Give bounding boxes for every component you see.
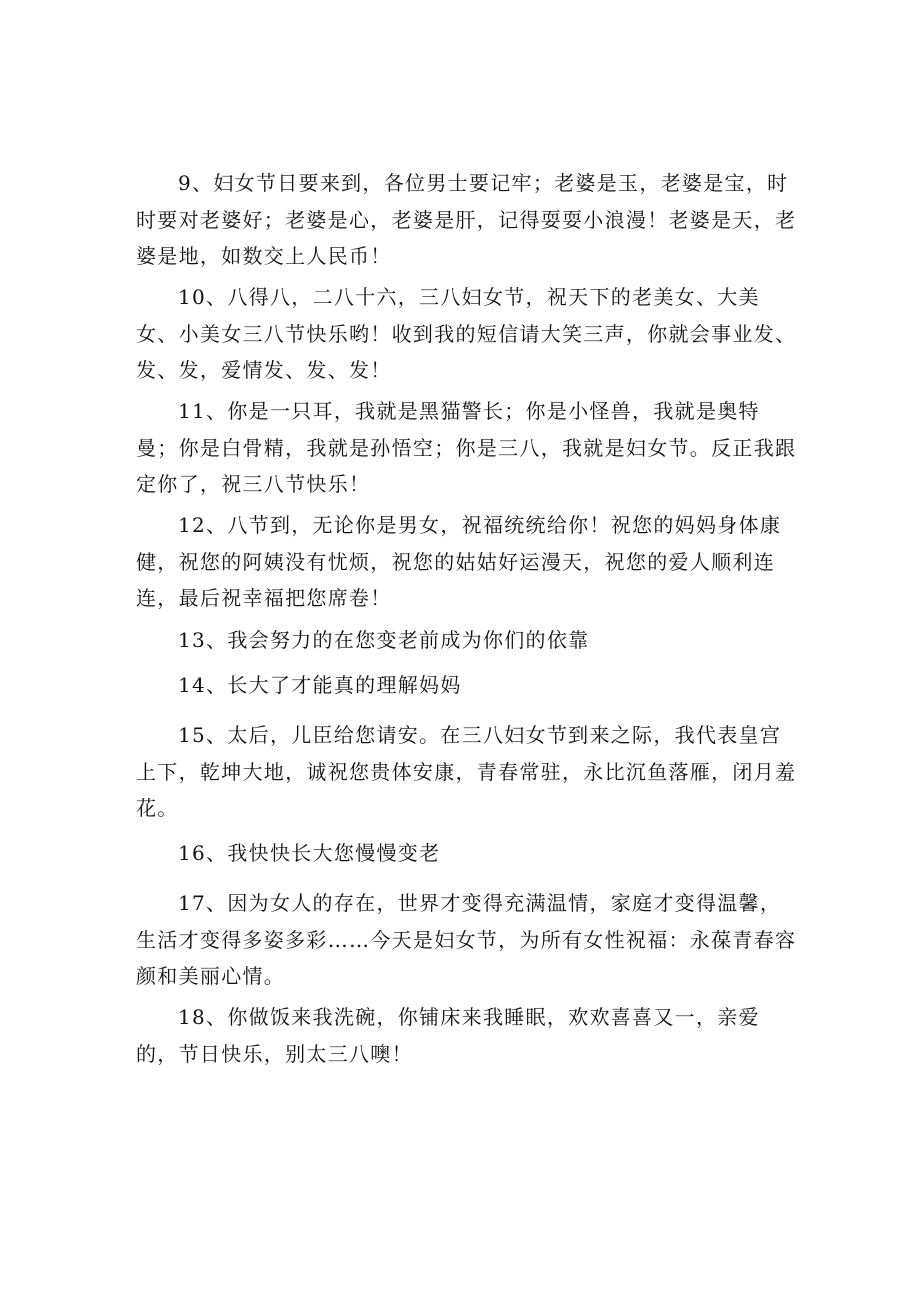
paragraph-16: 16、我快快长大您慢慢变老 — [178, 841, 441, 865]
paragraph-18: 18、你做饭来我洗碗，你铺床来我睡眠，欢欢喜喜又一，亲爱的，节日快乐，别太三八噢！ — [136, 1005, 760, 1066]
paragraph-17: 17、因为女人的存在，世界才变得充满温情，家庭才变得温馨，生活才变得多姿多彩……今天是妇女节，为所有女性祝福：永葆青春容颜和美丽心情。 — [136, 891, 797, 988]
paragraph-9: 9、妇女节日要来到，各位男士要记牢；老婆是玉，老婆是宝，时时要对老婆好；老婆是心，老婆是肝，记得耍耍小浪漫！老婆是天，老婆是地，如数交上人民币！ — [136, 171, 797, 268]
paragraph-11: 11、你是一只耳，我就是黑猫警长；你是小怪兽，我就是奥特曼；你是白骨精，我就是孙悟空；你是三八，我就是妇女节。反正我跟定你了，祝三八节快乐！ — [136, 399, 797, 496]
paragraph-12: 12、八节到，无论你是男女，祝福统统给你！祝您的妈妈身体康健，祝您的阿姨没有忧烦，祝您的姑姑好运漫天，祝您的爱人顺利连连，最后祝幸福把您席卷！ — [136, 513, 782, 610]
paragraph-14: 14、长大了才能真的理解妈妈 — [178, 673, 462, 697]
paragraph-15: 15、太后，儿臣给您请安。在三八妇女节到来之际，我代表皇宫上下，乾坤大地，诚祝您贵体安康，青春常驻，永比沉鱼落雁，闭月羞花。 — [136, 723, 797, 820]
paragraph-13: 13、我会努力的在您变老前成为你们的依靠 — [178, 628, 590, 652]
paragraph-10: 10、八得八，二八十六，三八妇女节，祝天下的老美女、大美女、小美女三八节快乐哟！收到我的短信请大笑三声，你就会事业发、发、发，爱情发、发、发！ — [136, 285, 797, 382]
